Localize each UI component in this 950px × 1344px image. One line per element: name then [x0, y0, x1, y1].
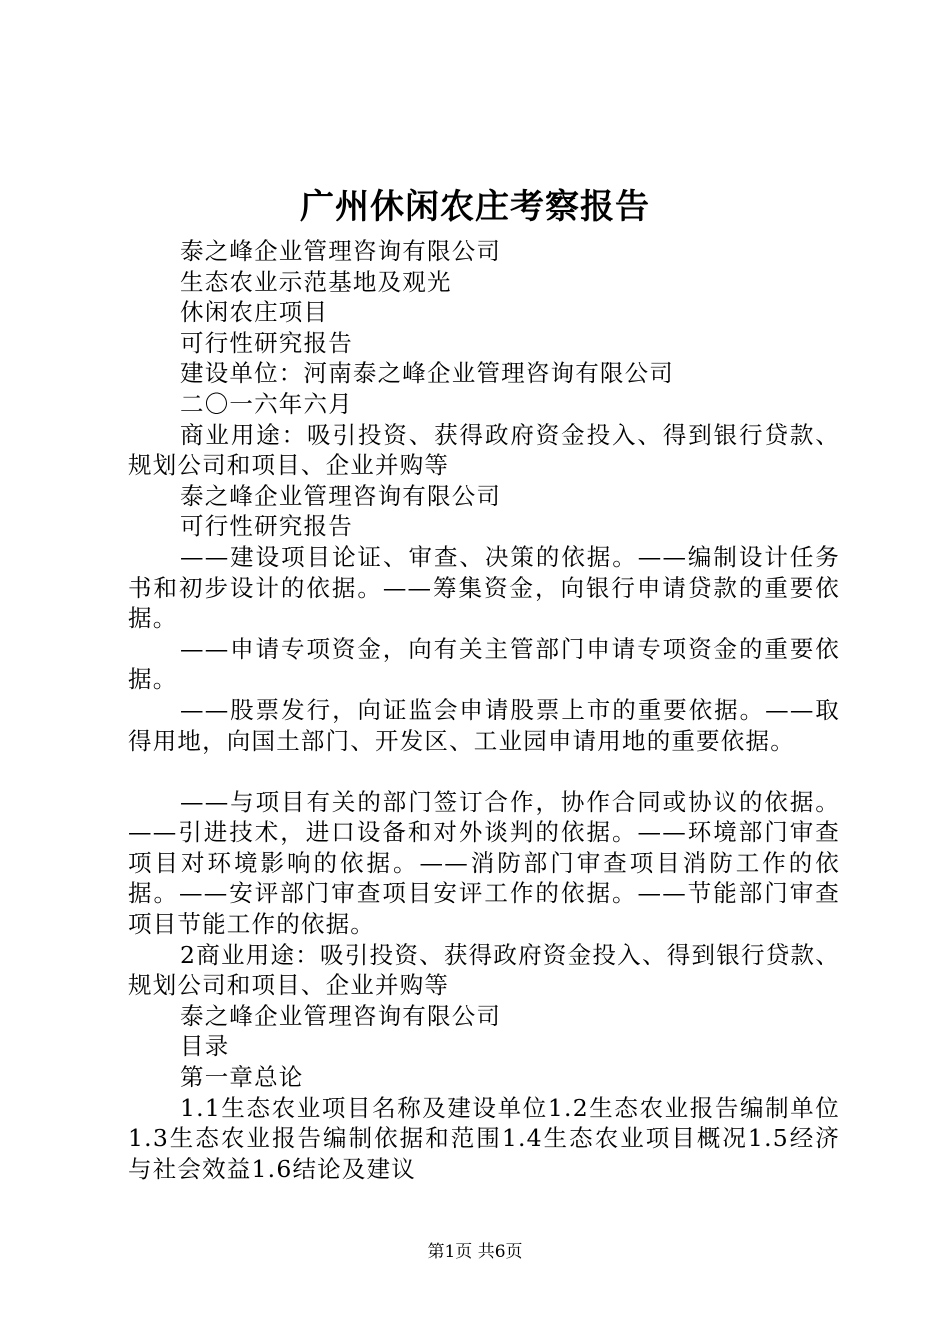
- paragraph-commercial-use: 商业用途：吸引投资、获得政府资金投入、得到银行贷款、规划公司和项目、企业并购等: [128, 420, 840, 480]
- paragraph-company-2: 泰之峰企业管理咨询有限公司: [180, 481, 502, 510]
- paragraph-company-3: 泰之峰企业管理咨询有限公司: [180, 1001, 502, 1030]
- paragraph-project: 休闲农庄项目: [180, 298, 329, 327]
- paragraph-subject: 生态农业示范基地及观光: [180, 267, 452, 296]
- document-title: 广州休闲农庄考察报告: [300, 187, 650, 227]
- paragraph-basis-3: ——股票发行，向证监会申请股票上市的重要依据。——取得用地，向国土部门、开发区、工业园申请用地的重要依据。: [128, 695, 840, 755]
- paragraph-commercial-use-2: 2商业用途：吸引投资、获得政府资金投入、得到银行贷款、规划公司和项目、企业并购等: [128, 940, 840, 1000]
- paragraph-date: 二〇一六年六月: [180, 389, 353, 418]
- paragraph-chapter-1-sections: 1.1生态农业项目名称及建设单位1.2生态农业报告编制单位1.3生态农业报告编制依据和范围1.4生态农业项目概况1.5经济与社会效益1.6结论及建议: [128, 1093, 840, 1183]
- paragraph-basis-4: ——与项目有关的部门签订合作，协作合同或协议的依据。——引进技术，进口设备和对外谈判的依据。——环境部门审查项目对环境影响的依据。——消防部门审查项目消防工作的依据。——安评部门审查项目安评工作的依据。——节能部门审查项目节能工作的依据。: [128, 787, 840, 939]
- paragraph-basis-2: ——申请专项资金，向有关主管部门申请专项资金的重要依据。: [128, 634, 840, 694]
- paragraph-spacer: [128, 756, 840, 787]
- document-body: [128, 236, 840, 1184]
- paragraph-chapter-1: 第一章总论: [180, 1063, 304, 1092]
- page-footer: 第1页 共6页: [427, 1242, 523, 1262]
- paragraph-builder: 建设单位：河南泰之峰企业管理咨询有限公司: [180, 359, 674, 388]
- paragraph-report-type-2: 可行性研究报告: [180, 512, 353, 541]
- paragraph-report-type: 可行性研究报告: [180, 328, 353, 357]
- paragraph-toc-heading: 目录: [180, 1032, 230, 1061]
- paragraph-basis-1: ——建设项目论证、审查、决策的依据。——编制设计任务书和初步设计的依据。——筹集资金，向银行申请贷款的重要依据。: [128, 542, 840, 633]
- paragraph-company: 泰之峰企业管理咨询有限公司: [180, 237, 502, 265]
